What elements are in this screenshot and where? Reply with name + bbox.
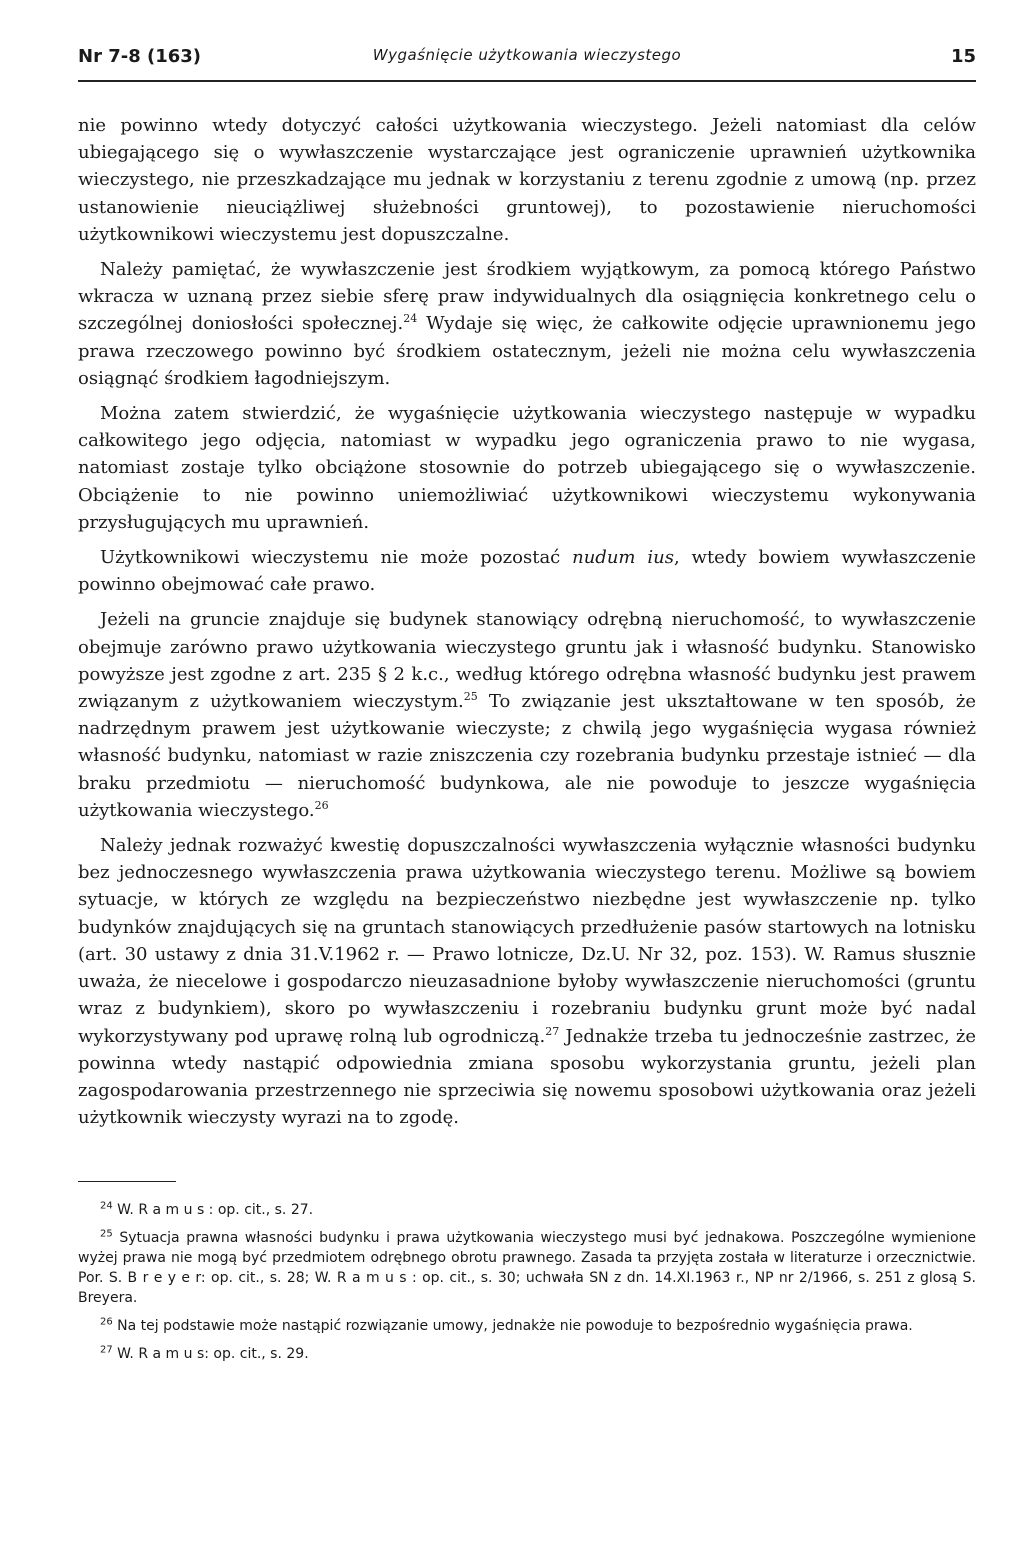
paragraph: Należy jednak rozważyć kwestię dopuszczalności wywłaszczenia wyłącznie własności budynku bez jednoczesnego wywłaszczenia prawa użytkowania wieczystego terenu. Możliwe są bowiem sytuacje, w których ze względu na bezpieczeństwo niezbędne jest wywłaszczenie np. tylko budynków znajdujących się na gruntach stanowiących przedłużenie pasów startowych na lotnisku (art. 30 ustawy z dnia 31.V.1962 r. — Prawo lotnicze, Dz.U. Nr 32, poz. 153). W. Ramus słusznie uważa, że niecelowe i gospodarczo nieuzasadnione byłoby wywłaszczenie nieruchomości (gruntu wraz z budynkiem), skoro po wywłaszczeniu i rozebraniu budynku grunt może być nadal wykorzystywany pod uprawę rolną lub ogrodniczą.$^{27}$ Jednakże trzeba tu jednocześnie zastrzec, że powinna wtedy nastąpić odpowiednia zmiana sposobu wykorzystania gruntu, jeżeli plan zagospodarowania przestrzennego nie sprzeciwia się nowemu sposobowi użytkowania oraz jeżeli użytkownik wieczysty wyrazi na to zgodę. bbox=[78, 835, 977, 1129]
main-text bbox=[78, 112, 976, 1131]
running-title: Wygaśnięcie użytkowania wieczystego bbox=[372, 46, 682, 64]
document-page bbox=[78, 40, 976, 1372]
footnote: $^{24}$ W. R a m u s : op. cit., s. 27. bbox=[100, 1200, 314, 1219]
latin-phrase: nudum ius bbox=[572, 547, 674, 569]
footnote-ref: 26 bbox=[314, 798, 329, 812]
footnote: $^{25}$ Sytuacja prawna własności budynku i prawa użytkowania wieczystego musi być jednakowa. Poszczególne wymienione wyżej prawa nie mogą być przedmiotem odrębnego obrotu prawnego. Zasada ta przyjęta została w literaturze i orzecznictwie. Por. S. B r e y e r: op. cit., s. 28; W. R a m u s : op. cit., s. 30; uchwała SN z dn. 14.XI.1963 r., NP nr 2/1966, s. 251 z glosą S. Breyera. bbox=[78, 1228, 976, 1307]
paragraph: Można zatem stwierdzić, że wygaśnięcie użytkowania wieczystego następuje w wypadku całkowitego jego odjęcia, natomiast w wypadku jego ograniczenia prawo to nie wygasa, natomiast zostaje tylko obciążone stosownie do potrzeb ubiegającego się o wywłaszczenie. Obciążenie to nie powinno uniemożliwiać użytkownikowi wieczystemu wykonywania przysługujących mu uprawnień. bbox=[78, 403, 976, 533]
paragraph: Jeżeli na gruncie znajduje się budynek stanowiący odrębną nieruchomość, to wywłaszczenie obejmuje zarówno prawo użytkowania wieczystego gruntu jak i własność budynku. Stanowisko powyższe jest zgodne z art. 235 § 2 k.c., według którego odrębna własność budynku jest prawem związanym z użytkowaniem wieczystym.$^{25}$ To związanie jest ukształtowane w ten sposób, że nadrzędnym prawem jest użytkowanie wieczyste; z chwilą jego wygaśnięcia wygasa również własność budynku, natomiast w razie zniszczenia czy rozebrania budynku przestaje istnieć — dla braku przedmiotu — nieruchomość budynkowa, ale nie powoduje to jeszcze wygaśnięcia użytkowania wieczystego.$^{26}$ bbox=[78, 609, 976, 821]
page-number: 15 bbox=[950, 46, 976, 67]
paragraph: Należy pamiętać, że wywłaszczenie jest środkiem wyjątkowym, za pomocą którego Państwo wkracza w uznaną przez siebie sferę praw indywidualnych dla osiągnięcia konkretnego celu o szczególnej doniosłości społecznej.$^{24}$ Wydaje się więc, że całkowite odjęcie uprawnionemu jego prawa rzeczowego powinno być środkiem ostatecznym, jeżeli nie można celu wywłaszczenia osiągnąć środkiem łagodniejszym. bbox=[78, 259, 976, 389]
footnote-ref: 24 bbox=[403, 312, 418, 326]
footnote: $^{26}$ Na tej podstawie może nastąpić rozwiązanie umowy, jednakże nie powoduje to bezpośrednio wygaśnięcia prawa. bbox=[100, 1316, 913, 1335]
footnote-ref: 27 bbox=[545, 1024, 560, 1038]
footnote-ref: 25 bbox=[463, 690, 478, 704]
issue-number: Nr 7-8 (163) bbox=[78, 46, 202, 67]
paragraph: nie powinno wtedy dotyczyć całości użytkowania wieczystego. Jeżeli natomiast dla celów ubiegającego się o wywłaszczenie wystarczające jest ograniczenie uprawnień użytkownika wieczystego, nie przeszkadzające mu jednak w korzystaniu z terenu zgodnie z umową (np. przez ustanowienie nieuciążliwej służebności gruntowej), to pozostawienie nieruchomości użytkownikowi wieczystemu jest dopuszczalne. bbox=[78, 115, 976, 245]
footnotes bbox=[78, 1200, 976, 1364]
footnote-divider bbox=[78, 1181, 176, 1182]
footnote: $^{27}$ W. R a m u s: op. cit., s. 29. bbox=[100, 1344, 309, 1363]
page-header bbox=[78, 40, 976, 82]
paragraph: Użytkownikowi wieczystemu nie może pozostać nudum ius, wtedy bowiem wywłaszczenie powinno obejmować całe prawo. bbox=[78, 547, 976, 596]
